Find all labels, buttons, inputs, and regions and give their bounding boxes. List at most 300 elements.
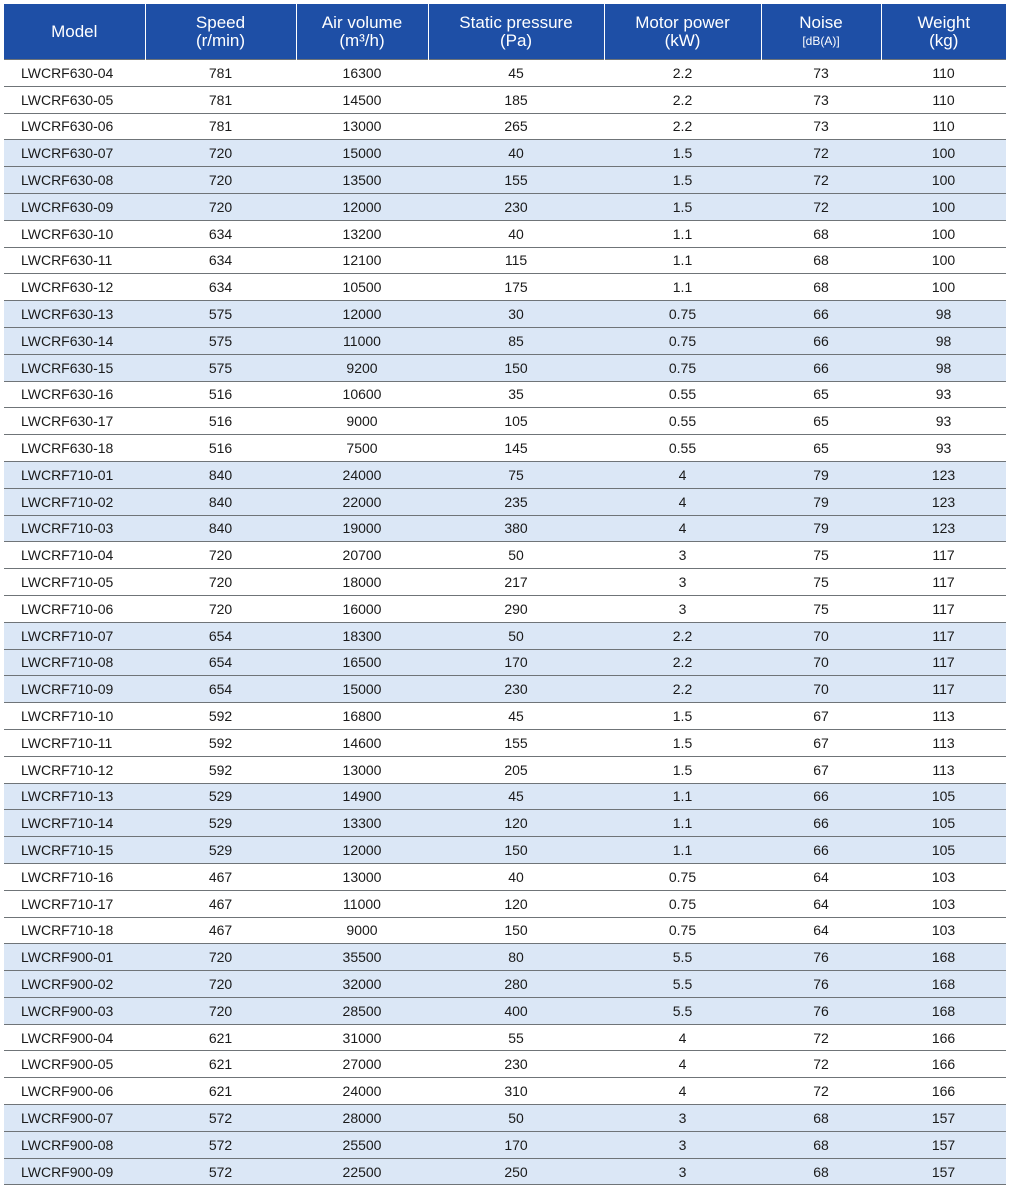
table-cell: 0.75 — [604, 354, 761, 381]
table-cell: 13000 — [296, 113, 428, 140]
table-cell: 4 — [604, 1051, 761, 1078]
table-cell: 98 — [881, 301, 1006, 328]
table-row — [4, 354, 1006, 381]
table-cell: 14600 — [296, 729, 428, 756]
table-cell: 1.5 — [604, 193, 761, 220]
table-cell: 28000 — [296, 1105, 428, 1132]
table-cell: 105 — [881, 837, 1006, 864]
table-cell: 73 — [761, 60, 881, 87]
table-cell: 105 — [881, 810, 1006, 837]
table-cell: 68 — [761, 220, 881, 247]
table-cell: 280 — [428, 971, 604, 998]
table-cell: 572 — [145, 1158, 296, 1185]
table-cell: 170 — [428, 1131, 604, 1158]
model-cell: LWCRF710-08 — [4, 649, 145, 676]
table-row — [4, 381, 1006, 408]
table-cell: 720 — [145, 542, 296, 569]
model-cell: LWCRF710-09 — [4, 676, 145, 703]
table-cell: 157 — [881, 1158, 1006, 1185]
table-cell: 123 — [881, 515, 1006, 542]
table-cell: 100 — [881, 220, 1006, 247]
table-cell: 68 — [761, 247, 881, 274]
table-cell: 168 — [881, 971, 1006, 998]
model-cell: LWCRF900-07 — [4, 1105, 145, 1132]
header-row — [4, 4, 1006, 60]
table-cell: 4 — [604, 1078, 761, 1105]
table-cell: 217 — [428, 569, 604, 596]
column-header-title: Model — [51, 21, 98, 41]
table-cell: 230 — [428, 193, 604, 220]
table-cell: 66 — [761, 301, 881, 328]
table-cell: 12100 — [296, 247, 428, 274]
model-cell: LWCRF710-06 — [4, 595, 145, 622]
table-row — [4, 1131, 1006, 1158]
column-header-weight — [881, 4, 1006, 60]
table-cell: 467 — [145, 890, 296, 917]
column-header-title: Weight — [917, 12, 971, 32]
table-cell: 13500 — [296, 167, 428, 194]
table-cell: 18000 — [296, 569, 428, 596]
model-cell: LWCRF900-01 — [4, 944, 145, 971]
table-cell: 250 — [428, 1158, 604, 1185]
column-header-air-volume — [296, 4, 428, 60]
table-row — [4, 729, 1006, 756]
table-cell: 2.2 — [604, 622, 761, 649]
table-cell: 592 — [145, 703, 296, 730]
table-cell: 113 — [881, 756, 1006, 783]
table-cell: 64 — [761, 917, 881, 944]
table-cell: 28500 — [296, 997, 428, 1024]
model-cell: LWCRF710-10 — [4, 703, 145, 730]
table-cell: 98 — [881, 354, 1006, 381]
model-cell: LWCRF630-09 — [4, 193, 145, 220]
model-cell: LWCRF630-06 — [4, 113, 145, 140]
table-cell: 113 — [881, 703, 1006, 730]
column-header-unit: (kg) — [929, 30, 959, 50]
table-cell: 840 — [145, 461, 296, 488]
table-cell: 24000 — [296, 1078, 428, 1105]
table-cell: 621 — [145, 1024, 296, 1051]
table-cell: 113 — [881, 729, 1006, 756]
table-cell: 50 — [428, 622, 604, 649]
table-row — [4, 622, 1006, 649]
table-cell: 75 — [428, 461, 604, 488]
table-row — [4, 971, 1006, 998]
table-cell: 2.2 — [604, 676, 761, 703]
table-cell: 18300 — [296, 622, 428, 649]
column-header-unit: [dB(A)] — [802, 33, 840, 48]
table-body — [4, 60, 1006, 1185]
table-cell: 155 — [428, 729, 604, 756]
table-row — [4, 247, 1006, 274]
table-cell: 781 — [145, 60, 296, 87]
table-cell: 516 — [145, 435, 296, 462]
table-cell: 22500 — [296, 1158, 428, 1185]
column-header-unit: (kW) — [664, 30, 701, 50]
table-cell: 575 — [145, 301, 296, 328]
table-row — [4, 60, 1006, 87]
column-header-static-pressure — [428, 4, 604, 60]
model-cell: LWCRF630-13 — [4, 301, 145, 328]
table-cell: 840 — [145, 515, 296, 542]
table-cell: 572 — [145, 1131, 296, 1158]
column-header-title: Air volume — [321, 12, 403, 32]
table-cell: 35500 — [296, 944, 428, 971]
table-cell: 7500 — [296, 435, 428, 462]
table-cell: 265 — [428, 113, 604, 140]
table-cell: 150 — [428, 354, 604, 381]
table-row — [4, 917, 1006, 944]
table-cell: 2.2 — [604, 60, 761, 87]
table-row — [4, 461, 1006, 488]
table-cell: 1.1 — [604, 220, 761, 247]
table-cell: 14900 — [296, 783, 428, 810]
table-cell: 720 — [145, 997, 296, 1024]
column-header-title: Noise — [799, 12, 843, 32]
fan-spec-table — [4, 4, 1006, 1185]
table-cell: 168 — [881, 997, 1006, 1024]
table-cell: 1.5 — [604, 729, 761, 756]
model-cell: LWCRF630-07 — [4, 140, 145, 167]
table-cell: 65 — [761, 435, 881, 462]
model-cell: LWCRF710-16 — [4, 863, 145, 890]
table-cell: 155 — [428, 167, 604, 194]
table-cell: 50 — [428, 542, 604, 569]
table-cell: 3 — [604, 1105, 761, 1132]
table-cell: 380 — [428, 515, 604, 542]
table-cell: 67 — [761, 729, 881, 756]
table-cell: 100 — [881, 274, 1006, 301]
table-cell: 720 — [145, 595, 296, 622]
model-cell: LWCRF710-12 — [4, 756, 145, 783]
table-cell: 840 — [145, 488, 296, 515]
table-row — [4, 810, 1006, 837]
table-cell: 50 — [428, 1105, 604, 1132]
table-cell: 45 — [428, 703, 604, 730]
model-cell: LWCRF630-11 — [4, 247, 145, 274]
table-cell: 117 — [881, 542, 1006, 569]
table-cell: 634 — [145, 220, 296, 247]
table-row — [4, 488, 1006, 515]
table-cell: 40 — [428, 863, 604, 890]
table-cell: 55 — [428, 1024, 604, 1051]
table-cell: 30 — [428, 301, 604, 328]
table-cell: 40 — [428, 220, 604, 247]
model-cell: LWCRF710-15 — [4, 837, 145, 864]
table-row — [4, 408, 1006, 435]
table-cell: 68 — [761, 1131, 881, 1158]
table-cell: 117 — [881, 676, 1006, 703]
model-cell: LWCRF630-08 — [4, 167, 145, 194]
table-cell: 100 — [881, 193, 1006, 220]
table-cell: 72 — [761, 140, 881, 167]
table-cell: 654 — [145, 649, 296, 676]
table-cell: 120 — [428, 810, 604, 837]
table-cell: 32000 — [296, 971, 428, 998]
table-cell: 400 — [428, 997, 604, 1024]
table-cell: 66 — [761, 327, 881, 354]
table-cell: 27000 — [296, 1051, 428, 1078]
table-cell: 9000 — [296, 408, 428, 435]
table-cell: 3 — [604, 595, 761, 622]
table-cell: 634 — [145, 247, 296, 274]
table-row — [4, 944, 1006, 971]
table-cell: 2.2 — [604, 113, 761, 140]
table-cell: 720 — [145, 140, 296, 167]
table-cell: 117 — [881, 569, 1006, 596]
table-cell: 235 — [428, 488, 604, 515]
table-cell: 65 — [761, 381, 881, 408]
table-cell: 75 — [761, 542, 881, 569]
table-row — [4, 1105, 1006, 1132]
table-row — [4, 595, 1006, 622]
model-cell: LWCRF710-07 — [4, 622, 145, 649]
table-cell: 110 — [881, 113, 1006, 140]
table-header — [4, 4, 1006, 60]
table-cell: 13000 — [296, 756, 428, 783]
table-cell: 150 — [428, 837, 604, 864]
table-cell: 16500 — [296, 649, 428, 676]
table-cell: 4 — [604, 515, 761, 542]
model-cell: LWCRF710-01 — [4, 461, 145, 488]
table-cell: 10600 — [296, 381, 428, 408]
column-header-title: Motor power — [635, 12, 730, 32]
table-cell: 10500 — [296, 274, 428, 301]
table-cell: 72 — [761, 1051, 881, 1078]
table-cell: 4 — [604, 1024, 761, 1051]
table-cell: 0.75 — [604, 863, 761, 890]
table-cell: 529 — [145, 837, 296, 864]
table-cell: 170 — [428, 649, 604, 676]
table-cell: 103 — [881, 917, 1006, 944]
table-cell: 103 — [881, 890, 1006, 917]
table-cell: 2.2 — [604, 86, 761, 113]
table-row — [4, 890, 1006, 917]
model-cell: LWCRF710-03 — [4, 515, 145, 542]
table-cell: 68 — [761, 1158, 881, 1185]
table-row — [4, 140, 1006, 167]
table-cell: 592 — [145, 729, 296, 756]
table-cell: 3 — [604, 542, 761, 569]
table-cell: 720 — [145, 944, 296, 971]
table-cell: 15000 — [296, 140, 428, 167]
model-cell: LWCRF630-18 — [4, 435, 145, 462]
table-cell: 157 — [881, 1105, 1006, 1132]
table-row — [4, 1078, 1006, 1105]
table-cell: 72 — [761, 1024, 881, 1051]
table-row — [4, 863, 1006, 890]
table-cell: 0.55 — [604, 408, 761, 435]
table-cell: 22000 — [296, 488, 428, 515]
table-row — [4, 515, 1006, 542]
table-cell: 1.5 — [604, 140, 761, 167]
table-cell: 3 — [604, 569, 761, 596]
table-cell: 73 — [761, 113, 881, 140]
model-cell: LWCRF710-11 — [4, 729, 145, 756]
table-cell: 72 — [761, 193, 881, 220]
table-cell: 572 — [145, 1105, 296, 1132]
table-cell: 67 — [761, 703, 881, 730]
table-row — [4, 193, 1006, 220]
table-cell: 1.5 — [604, 703, 761, 730]
table-cell: 68 — [761, 1105, 881, 1132]
model-cell: LWCRF630-10 — [4, 220, 145, 247]
table-cell: 117 — [881, 622, 1006, 649]
table-cell: 80 — [428, 944, 604, 971]
table-row — [4, 703, 1006, 730]
table-cell: 72 — [761, 1078, 881, 1105]
model-cell: LWCRF630-14 — [4, 327, 145, 354]
column-header-title: Speed — [195, 12, 246, 32]
table-cell: 166 — [881, 1051, 1006, 1078]
model-cell: LWCRF900-03 — [4, 997, 145, 1024]
table-cell: 654 — [145, 676, 296, 703]
table-cell: 0.75 — [604, 890, 761, 917]
table-cell: 781 — [145, 86, 296, 113]
table-cell: 310 — [428, 1078, 604, 1105]
table-row — [4, 569, 1006, 596]
model-cell: LWCRF630-12 — [4, 274, 145, 301]
table-cell: 68 — [761, 274, 881, 301]
table-cell: 1.1 — [604, 783, 761, 810]
table-cell: 64 — [761, 863, 881, 890]
table-cell: 15000 — [296, 676, 428, 703]
table-cell: 11000 — [296, 327, 428, 354]
table-row — [4, 274, 1006, 301]
model-cell: LWCRF630-17 — [4, 408, 145, 435]
table-cell: 575 — [145, 354, 296, 381]
table-cell: 185 — [428, 86, 604, 113]
table-row — [4, 542, 1006, 569]
table-cell: 720 — [145, 167, 296, 194]
spec-table-container — [4, 4, 1006, 1185]
model-cell: LWCRF630-15 — [4, 354, 145, 381]
table-cell: 100 — [881, 140, 1006, 167]
table-cell: 1.5 — [604, 167, 761, 194]
table-cell: 290 — [428, 595, 604, 622]
table-cell: 467 — [145, 917, 296, 944]
model-cell: LWCRF630-04 — [4, 60, 145, 87]
table-cell: 1.1 — [604, 837, 761, 864]
table-cell: 45 — [428, 783, 604, 810]
table-row — [4, 1158, 1006, 1185]
table-cell: 45 — [428, 60, 604, 87]
table-cell: 35 — [428, 381, 604, 408]
table-cell: 5.5 — [604, 971, 761, 998]
table-cell: 9000 — [296, 917, 428, 944]
table-cell: 16800 — [296, 703, 428, 730]
column-header-unit: (Pa) — [499, 30, 533, 50]
table-cell: 93 — [881, 435, 1006, 462]
model-cell: LWCRF710-17 — [4, 890, 145, 917]
table-cell: 230 — [428, 1051, 604, 1078]
table-cell: 157 — [881, 1131, 1006, 1158]
table-cell: 66 — [761, 783, 881, 810]
table-row — [4, 435, 1006, 462]
table-row — [4, 86, 1006, 113]
table-cell: 105 — [428, 408, 604, 435]
table-cell: 70 — [761, 676, 881, 703]
column-header-noise — [761, 4, 881, 60]
table-cell: 1.1 — [604, 274, 761, 301]
table-cell: 115 — [428, 247, 604, 274]
table-row — [4, 997, 1006, 1024]
table-cell: 1.1 — [604, 247, 761, 274]
table-cell: 24000 — [296, 461, 428, 488]
table-cell: 4 — [604, 461, 761, 488]
table-cell: 16300 — [296, 60, 428, 87]
table-cell: 621 — [145, 1078, 296, 1105]
table-cell: 79 — [761, 515, 881, 542]
model-cell: LWCRF710-14 — [4, 810, 145, 837]
model-cell: LWCRF900-09 — [4, 1158, 145, 1185]
table-row — [4, 327, 1006, 354]
table-cell: 621 — [145, 1051, 296, 1078]
table-cell: 168 — [881, 944, 1006, 971]
table-cell: 75 — [761, 595, 881, 622]
table-cell: 654 — [145, 622, 296, 649]
table-cell: 16000 — [296, 595, 428, 622]
table-cell: 70 — [761, 649, 881, 676]
table-cell: 4 — [604, 488, 761, 515]
table-cell: 40 — [428, 140, 604, 167]
column-header-title: Static pressure — [459, 12, 573, 32]
table-cell: 76 — [761, 971, 881, 998]
table-cell: 2.2 — [604, 649, 761, 676]
table-cell: 66 — [761, 837, 881, 864]
column-header-motor-power — [604, 4, 761, 60]
table-cell: 117 — [881, 649, 1006, 676]
table-cell: 9200 — [296, 354, 428, 381]
table-row — [4, 220, 1006, 247]
table-cell: 166 — [881, 1078, 1006, 1105]
table-row — [4, 756, 1006, 783]
table-cell: 516 — [145, 408, 296, 435]
table-row — [4, 783, 1006, 810]
table-cell: 1.1 — [604, 810, 761, 837]
model-cell: LWCRF900-08 — [4, 1131, 145, 1158]
table-cell: 98 — [881, 327, 1006, 354]
table-cell: 14500 — [296, 86, 428, 113]
table-cell: 0.55 — [604, 381, 761, 408]
table-cell: 0.55 — [604, 435, 761, 462]
table-cell: 781 — [145, 113, 296, 140]
table-row — [4, 676, 1006, 703]
table-cell: 105 — [881, 783, 1006, 810]
table-cell: 64 — [761, 890, 881, 917]
column-header-model — [4, 4, 145, 60]
table-cell: 11000 — [296, 890, 428, 917]
table-cell: 19000 — [296, 515, 428, 542]
table-cell: 516 — [145, 381, 296, 408]
model-cell: LWCRF710-04 — [4, 542, 145, 569]
table-cell: 75 — [761, 569, 881, 596]
table-cell: 13200 — [296, 220, 428, 247]
model-cell: LWCRF710-18 — [4, 917, 145, 944]
model-cell: LWCRF900-06 — [4, 1078, 145, 1105]
table-cell: 123 — [881, 488, 1006, 515]
table-cell: 20700 — [296, 542, 428, 569]
table-cell: 25500 — [296, 1131, 428, 1158]
table-row — [4, 837, 1006, 864]
table-cell: 467 — [145, 863, 296, 890]
table-cell: 720 — [145, 193, 296, 220]
table-cell: 100 — [881, 247, 1006, 274]
model-cell: LWCRF710-02 — [4, 488, 145, 515]
table-cell: 67 — [761, 756, 881, 783]
table-cell: 634 — [145, 274, 296, 301]
table-cell: 0.75 — [604, 327, 761, 354]
